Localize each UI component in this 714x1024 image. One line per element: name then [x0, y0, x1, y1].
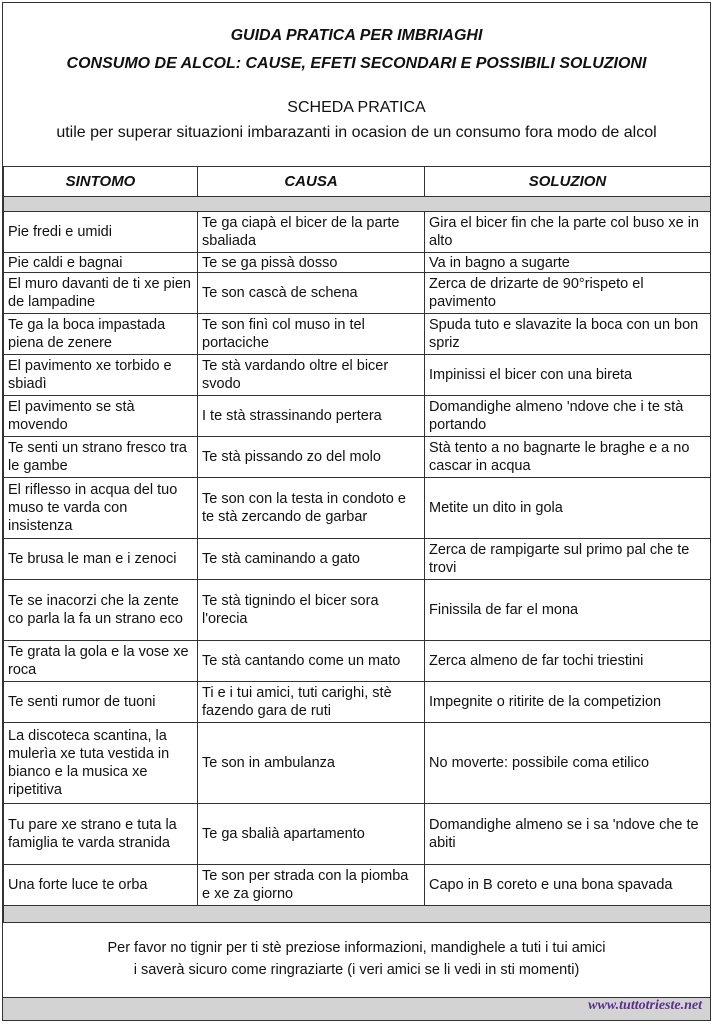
table-row: [4, 580, 711, 641]
cell-causa: Te stà vardando oltre el bicer svodo: [198, 355, 425, 396]
cell-causa: Te se ga pissà dosso: [198, 253, 425, 273]
cell-causa: Te ga ciapà el bicer de la parte sbaliada: [198, 212, 425, 253]
table-row: [4, 804, 711, 865]
cell-sintomo: Pie caldi e bagnai: [4, 253, 198, 273]
cell-sintomo: Te ga la boca impastada piena de zenere: [4, 314, 198, 355]
cell-sintomo: El muro davanti de ti xe pien de lampadine: [4, 273, 198, 314]
table-row: [4, 865, 711, 906]
cell-soluzion: Zerca de rampigarte sul primo pal che te trovi: [425, 539, 711, 580]
footer-note: [3, 937, 710, 981]
cell-soluzion: Zerca de drizarte de 90°rispeto el pavimento: [425, 273, 711, 314]
cell-soluzion: Finissila de far el mona: [425, 580, 711, 641]
cell-causa: Te son per strada con la piomba e xe za giorno: [198, 865, 425, 906]
cell-soluzion: Stà tento a no bagnarte le braghe e a no cascar in acqua: [425, 437, 711, 478]
website-link[interactable]: www.tuttotrieste.net: [588, 998, 702, 1013]
cell-sintomo: Te se inacorzi che la zente co parla la fa un strano eco: [4, 580, 198, 641]
cell-causa: Te stà pissando zo del molo: [198, 437, 425, 478]
cell-causa: Te stà caminando a gato: [198, 539, 425, 580]
cell-causa: Ti e i tui amici, tuti carighi, stè fazendo gara de ruti: [198, 682, 425, 723]
cell-causa: Te son finì col muso in tel portaciche: [198, 314, 425, 355]
table-row: [4, 478, 711, 539]
table-spacer-top: [4, 197, 711, 212]
column-header-sintomo: SINTOMO: [4, 167, 198, 197]
cell-soluzion: Gira el bicer fin che la parte col buso xe in alto: [425, 212, 711, 253]
cell-sintomo: Pie fredi e umidi: [4, 212, 198, 253]
footer-line-1: Per favor no tignir per ti stè preziose informazioni, mandighele a tuti i tui amici: [107, 940, 606, 956]
description: utile per superar situazioni imbarazanti in ocasion de un consumo fora modo de alcol: [56, 124, 657, 141]
cell-soluzion: No moverte: possibile coma etilico: [425, 723, 711, 804]
cell-causa: Te son con la testa in condoto e te stà zercando de garbar: [198, 478, 425, 539]
title-line-1: GUIDA PRATICA PER IMBRIAGHI: [230, 27, 483, 44]
table-row: [4, 212, 711, 253]
table-row: [4, 641, 711, 682]
table-row: [4, 539, 711, 580]
cell-sintomo: Una forte luce te orba: [4, 865, 198, 906]
cell-soluzion: Va in bagno a sugarte: [425, 253, 711, 273]
cell-causa: Te son cascà de schena: [198, 273, 425, 314]
subtitle: SCHEDA PRATICA: [287, 99, 426, 116]
table-row: [4, 682, 711, 723]
cell-soluzion: Domandighe almeno se i sa 'ndove che te abiti: [425, 804, 711, 865]
table-header-row: [4, 167, 711, 197]
cell-causa: I te stà strassinando pertera: [198, 396, 425, 437]
cell-soluzion: Capo in B coreto e una bona spavada: [425, 865, 711, 906]
footer-line-2: i saverà sicuro come ringraziarte (i veri amici se li vedi in sti momenti): [133, 962, 580, 978]
title-line-2: CONSUMO DE ALCOL: CAUSE, EFETI SECONDARI E POSSIBILI SOLUZIONI: [66, 55, 647, 72]
cell-soluzion: Zerca almeno de far tochi triestini: [425, 641, 711, 682]
cell-soluzion: Domandighe almeno 'ndove che i te stà portando: [425, 396, 711, 437]
cell-causa: Te stà tignindo el bicer sora l'orecia: [198, 580, 425, 641]
table-row: [4, 723, 711, 804]
table-row: [4, 273, 711, 314]
column-header-soluzion: SOLUZION: [425, 167, 711, 197]
cell-sintomo: Tu pare xe strano e tuta la famiglia te varda stranida: [4, 804, 198, 865]
guide-sheet: [2, 2, 711, 1021]
column-header-causa: CAUSA: [198, 167, 425, 197]
cell-sintomo: Te brusa le man e i zenoci: [4, 539, 198, 580]
table-spacer-bottom: [4, 906, 711, 923]
table-row: [4, 355, 711, 396]
cell-soluzion: Spuda tuto e slavazite la boca con un bon spriz: [425, 314, 711, 355]
table-row: [4, 314, 711, 355]
cell-soluzion: Impegnite o ritirite de la competizion: [425, 682, 711, 723]
table-row: [4, 396, 711, 437]
cell-sintomo: El riflesso in acqua del tuo muso te varda con insistenza: [4, 478, 198, 539]
cell-causa: Te ga sbalià apartamento: [198, 804, 425, 865]
cell-sintomo: El pavimento xe torbido e sbiadì: [4, 355, 198, 396]
table-row: [4, 253, 711, 273]
cell-sintomo: La discoteca scantina, la mulerìa xe tuta vestida in bianco e la musica xe ripetitiva: [4, 723, 198, 804]
cell-causa: Te son in ambulanza: [198, 723, 425, 804]
cell-causa: Te stà cantando come un mato: [198, 641, 425, 682]
table-row: [4, 437, 711, 478]
cell-sintomo: Te senti un strano fresco tra le gambe: [4, 437, 198, 478]
cell-sintomo: Te senti rumor de tuoni: [4, 682, 198, 723]
cell-soluzion: Metite un dito in gola: [425, 478, 711, 539]
cell-sintomo: Te grata la gola e la vose xe roca: [4, 641, 198, 682]
cell-sintomo: El pavimento se stà movendo: [4, 396, 198, 437]
remedy-table: [3, 166, 711, 923]
cell-soluzion: Impinissi el bicer con una bireta: [425, 355, 711, 396]
